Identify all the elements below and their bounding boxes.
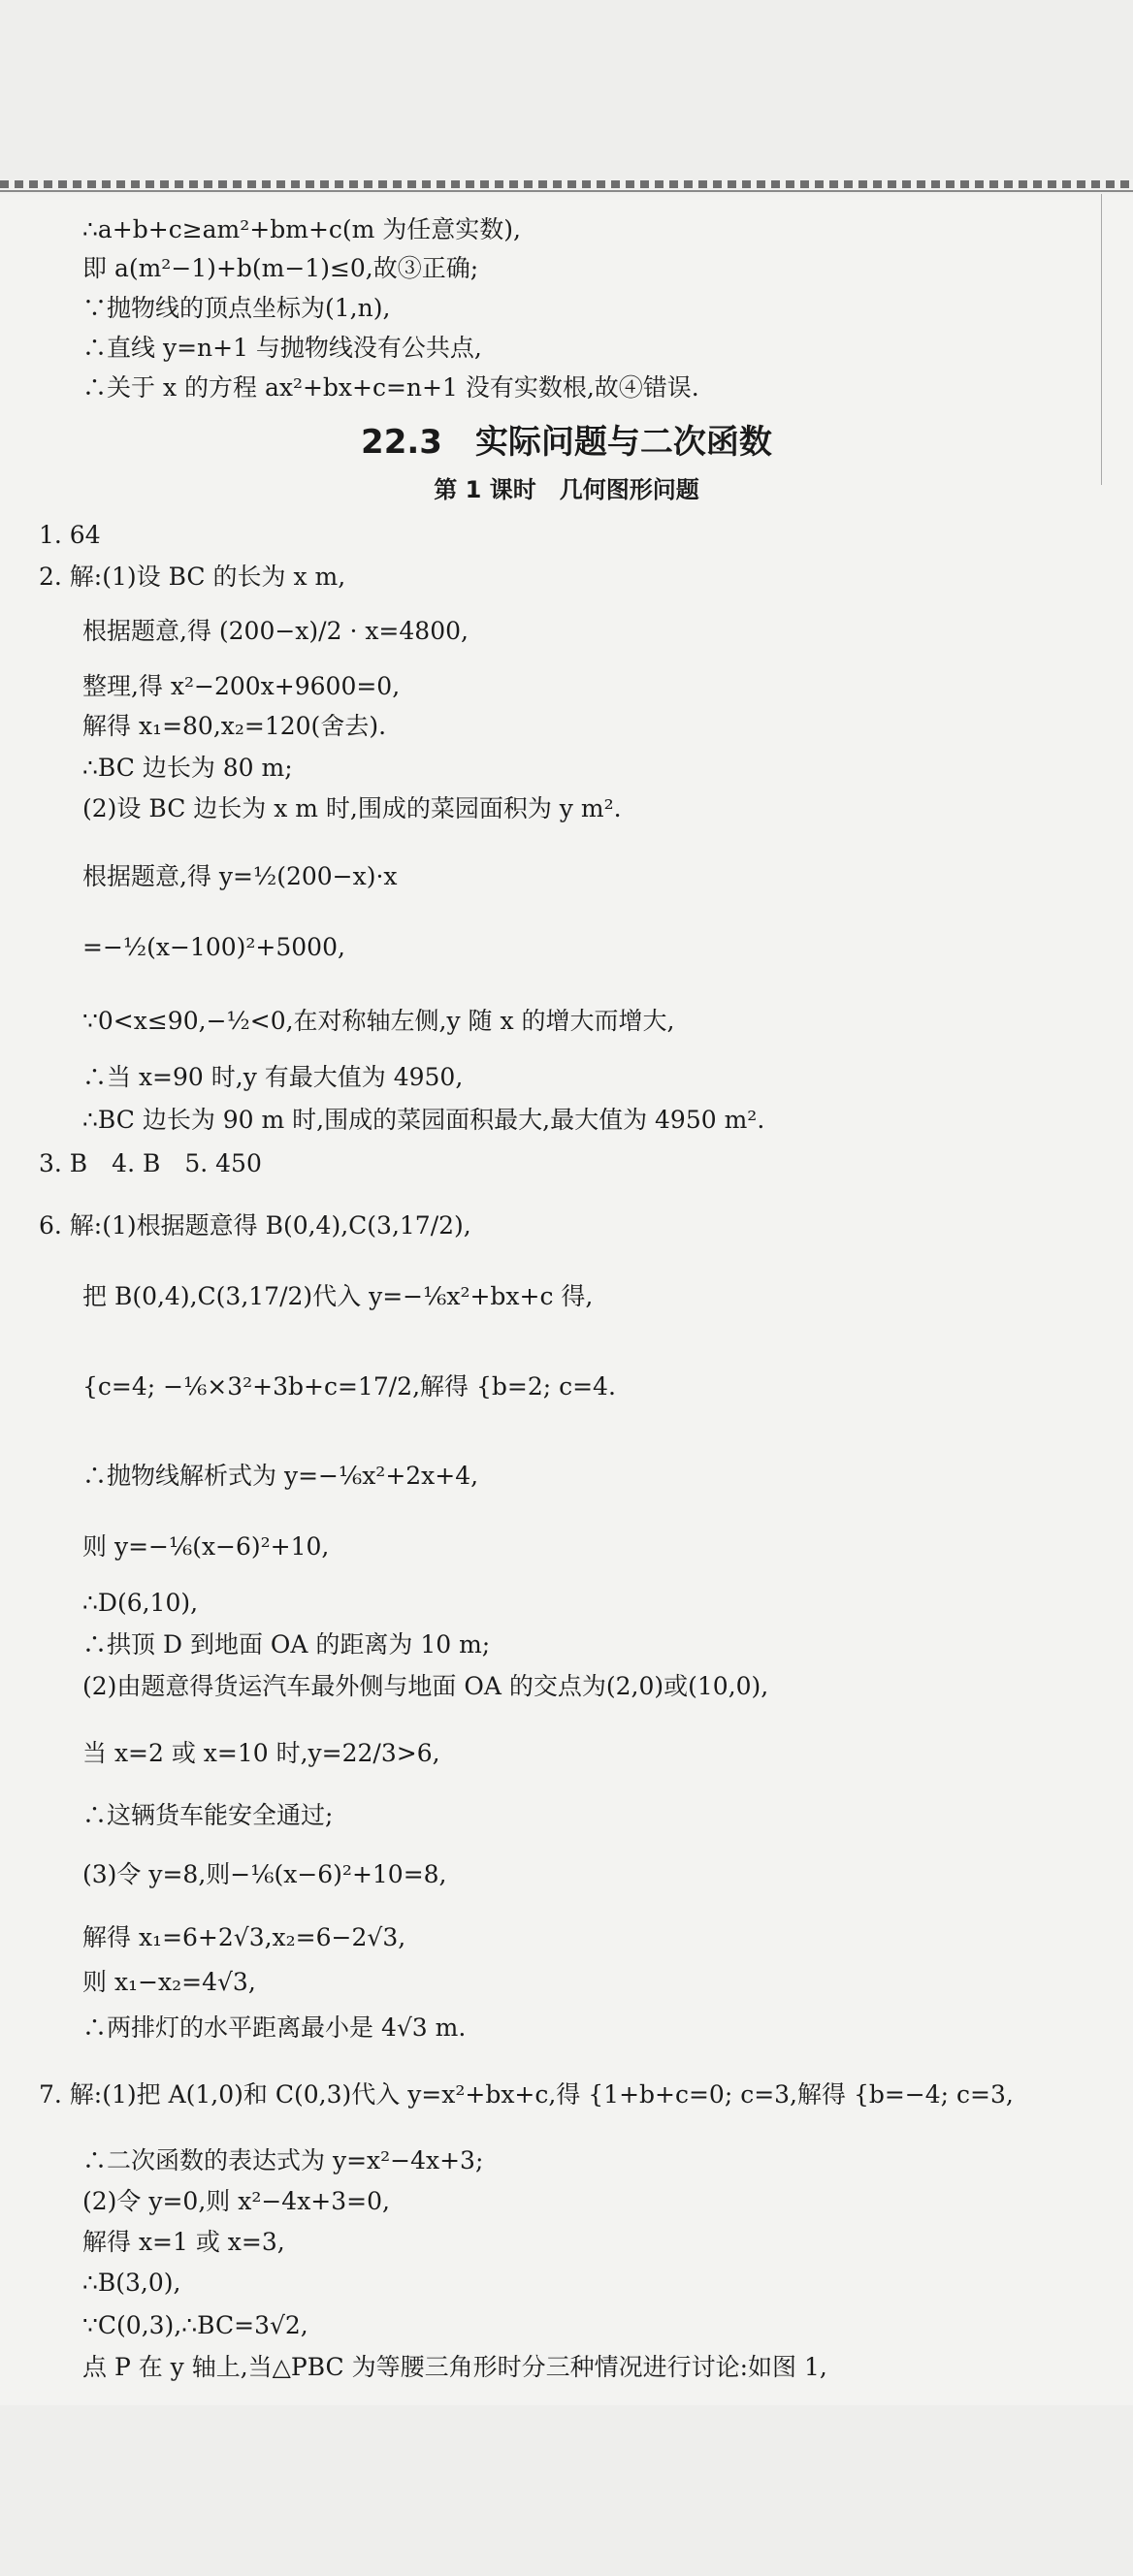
q6-line: ∴D(6,10), xyxy=(82,1589,199,1617)
q6-line: 6. 解:(1)根据题意得 B(0,4),C(3,17/2), xyxy=(39,1211,471,1240)
continuation-line: ∴直线 y=n+1 与抛物线没有公共点, xyxy=(82,334,482,362)
q6-line: (3)令 y=8,则−⅙(x−6)²+10=8, xyxy=(82,1860,447,1888)
q6-line: ∴拱顶 D 到地面 OA 的距离为 10 m; xyxy=(82,1630,491,1658)
dashed-separator xyxy=(0,180,1133,188)
q2-line: 解得 x₁=80,x₂=120(舍去). xyxy=(82,712,387,740)
q7-line: ∴B(3,0), xyxy=(82,2269,181,2297)
q7-line: ∴二次函数的表达式为 y=x²−4x+3; xyxy=(82,2146,484,2174)
q6-line: ∴抛物线解析式为 y=−⅙x²+2x+4, xyxy=(82,1462,479,1490)
continuation-line: ∴a+b+c≥am²+bm+c(m 为任意实数), xyxy=(82,215,522,243)
continuation-line: ∴关于 x 的方程 ax²+bx+c=n+1 没有实数根,故④错误. xyxy=(82,373,699,402)
q2-line: 2. 解:(1)设 BC 的长为 x m, xyxy=(39,563,346,591)
q2-line: =−½(x−100)²+5000, xyxy=(82,933,345,961)
q7-line: 点 P 在 y 轴上,当△PBC 为等腰三角形时分三种情况进行讨论:如图 1, xyxy=(82,2353,827,2381)
q7-line: 解得 x=1 或 x=3, xyxy=(82,2228,285,2256)
q6-line: 则 x₁−x₂=4√3, xyxy=(82,1968,256,1996)
q2-line: ∴BC 边长为 80 m; xyxy=(82,754,293,782)
continuation-line: ∵抛物线的顶点坐标为(1,n), xyxy=(82,294,391,322)
q2-line: 根据题意,得 (200−x)/2 · x=4800, xyxy=(82,617,469,645)
top-margin xyxy=(0,0,1133,179)
q2-line: ∴当 x=90 时,y 有最大值为 4950, xyxy=(82,1063,464,1091)
q2-line: (2)设 BC 边长为 x m 时,围成的菜园面积为 y m². xyxy=(82,794,622,822)
q2-line: 整理,得 x²−200x+9600=0, xyxy=(82,672,401,700)
q6-line: {c=4; −⅙×3²+3b+c=17/2,解得 {b=2; c=4. xyxy=(82,1372,616,1401)
section-title: 22.3 实际问题与二次函数 xyxy=(361,423,772,462)
q2-line: ∵0<x≤90,−½<0,在对称轴左侧,y 随 x 的增大而增大, xyxy=(82,1007,675,1035)
q6-line: 则 y=−⅙(x−6)²+10, xyxy=(82,1532,330,1561)
q6-line: 解得 x₁=6+2√3,x₂=6−2√3, xyxy=(82,1923,406,1951)
q7-line: (2)令 y=0,则 x²−4x+3=0, xyxy=(82,2187,390,2215)
q6-line: 把 B(0,4),C(3,17/2)代入 y=−⅙x²+bx+c 得, xyxy=(82,1282,594,1310)
answers-q3-q5: 3. B 4. B 5. 450 xyxy=(39,1149,262,1177)
answer-q1: 1. 64 xyxy=(39,521,101,549)
continuation-line: 即 a(m²−1)+b(m−1)≤0,故③正确; xyxy=(82,254,479,282)
q2-line: 根据题意,得 y=½(200−x)·x xyxy=(82,862,398,890)
q6-line: (2)由题意得货运汽车最外侧与地面 OA 的交点为(2,0)或(10,0), xyxy=(82,1672,769,1700)
q6-line: ∴这辆货车能安全通过; xyxy=(82,1801,334,1829)
bottom-margin xyxy=(0,2405,1133,2576)
q2-line: ∴BC 边长为 90 m 时,围成的菜园面积最大,最大值为 4950 m². xyxy=(82,1106,765,1134)
separator-line xyxy=(0,190,1133,192)
q7-line: ∵C(0,3),∴BC=3√2, xyxy=(82,2311,308,2339)
lesson-title: 第 1 课时 几何图形问题 xyxy=(434,476,699,503)
q6-line: ∴两排灯的水平距离最小是 4√3 m. xyxy=(82,2013,467,2042)
q6-line: 当 x=2 或 x=10 时,y=22/3>6, xyxy=(82,1739,440,1767)
q7-line: 7. 解:(1)把 A(1,0)和 C(0,3)代入 y=x²+bx+c,得 {1+b+c=0; c=3,解得 {b=−4; c=3, xyxy=(39,2080,1014,2109)
